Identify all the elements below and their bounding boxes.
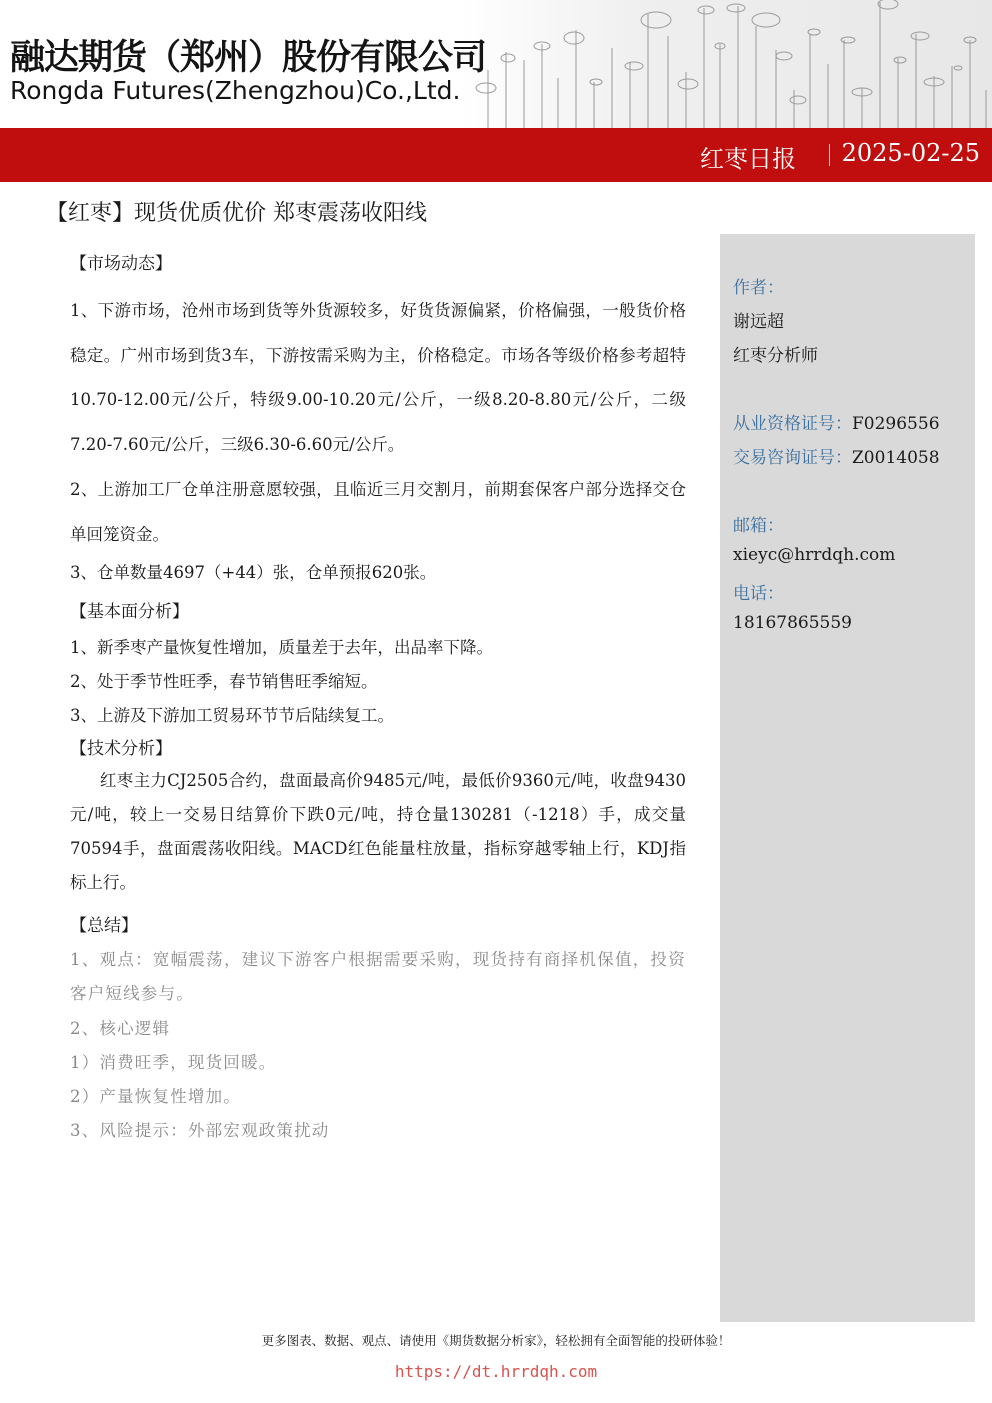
summary-logic-heading: 2、核心逻辑 [70,1019,171,1038]
consult-value: Z0014058 [852,448,940,468]
consult-label: 交易咨询证号： [733,448,852,468]
summary-view: 1、观点：宽幅震荡，建议下游客户根据需要采购，现货持有商择机保值，投资客户短线参与。 [70,950,686,1003]
fundamental-item: 3、上游及下游加工贸易环节节后陆续复工。 [70,706,394,725]
qualification-label: 从业资格证号： [733,414,852,434]
report-title: 【红枣】现货优质优价 郑枣震荡收阳线 [46,201,427,226]
banner-divider [829,144,830,166]
market-paragraph-3: 3、仓单数量4697（+44）张，仓单预报620张。 [70,563,437,582]
email-label: 邮箱： [733,516,784,536]
author-name: 谢远超 [733,312,784,332]
summary-logic-item: 2）产量恢复性增加。 [70,1087,241,1106]
market-heading: 【市场动态】 [70,254,172,274]
author-sidebar [720,234,975,1322]
market-paragraph-2: 2、上游加工厂仓单注册意愿较强，且临近三月交割月，前期套保客户部分选择交仓单回笼资金。 [70,480,686,544]
email-value[interactable]: xieyc@hrrdqh.com [733,545,896,565]
fundamental-heading: 【基本面分析】 [70,602,189,622]
technical-paragraph: 红枣主力CJ2505合约，盘面最高价9485元/吨，最低价9360元/吨，收盘9430元/吨，较上一交易日结算价下跌0元/吨，持仓量130281（-1218）手，成交量70594手，盘面震荡收阳线。MACD红色能量柱放量，指标穿越零轴上行，KDJ指标上行。 [70,771,686,892]
fundamental-item: 1、新季枣产量恢复性增加，质量差于去年，出品率下降。 [70,638,493,657]
company-name-cn: 融达期货（郑州）股份有限公司 [10,37,487,78]
consult-row [733,443,940,468]
qualification-value: F0296556 [852,414,940,434]
decorative-lollipop-graphic [458,0,992,128]
phone-value: 18167865559 [733,613,852,633]
technical-heading: 【技术分析】 [70,739,172,759]
author-title: 红枣分析师 [733,346,818,366]
phone-label: 电话： [733,584,784,604]
summary-heading: 【总结】 [70,916,138,936]
summary-risk: 3、风险提示：外部宏观政策扰动 [70,1121,330,1140]
decorative-lines-icon [458,0,992,128]
summary-logic-item: 1）消费旺季，现货回暖。 [70,1053,277,1072]
report-date: 2025-02-25 [841,139,980,167]
qualification-row [733,409,940,434]
footer-note: 更多图表、数据、观点、请使用《期货数据分析家》，轻松拥有全面智能的投研体验！ [261,1333,731,1348]
report-type: 红枣日报 [700,145,796,173]
market-paragraph-1: 1、下游市场，沧州市场到货等外货源较多，好货货源偏紧，价格偏强，一般货价格稳定。广州市场到货3车，下游按需采购为主，价格稳定。市场各等级价格参考超特10.70-12.00元/公斤，特级9.00-10.20元/公斤，一级8.20-8.80元/公斤，二级7.20-7.60元/公斤，三级6.30-6.60元/公斤。 [70,301,686,454]
report-header [0,0,992,128]
author-label: 作者： [733,278,784,298]
fundamental-item: 2、处于季节性旺季，春节销售旺季缩短。 [70,672,378,691]
company-name-en: Rongda Futures(Zhengzhou)Co.,Ltd. [10,76,461,105]
footer-link[interactable]: https://dt.hrrdqh.com [394,1362,598,1381]
